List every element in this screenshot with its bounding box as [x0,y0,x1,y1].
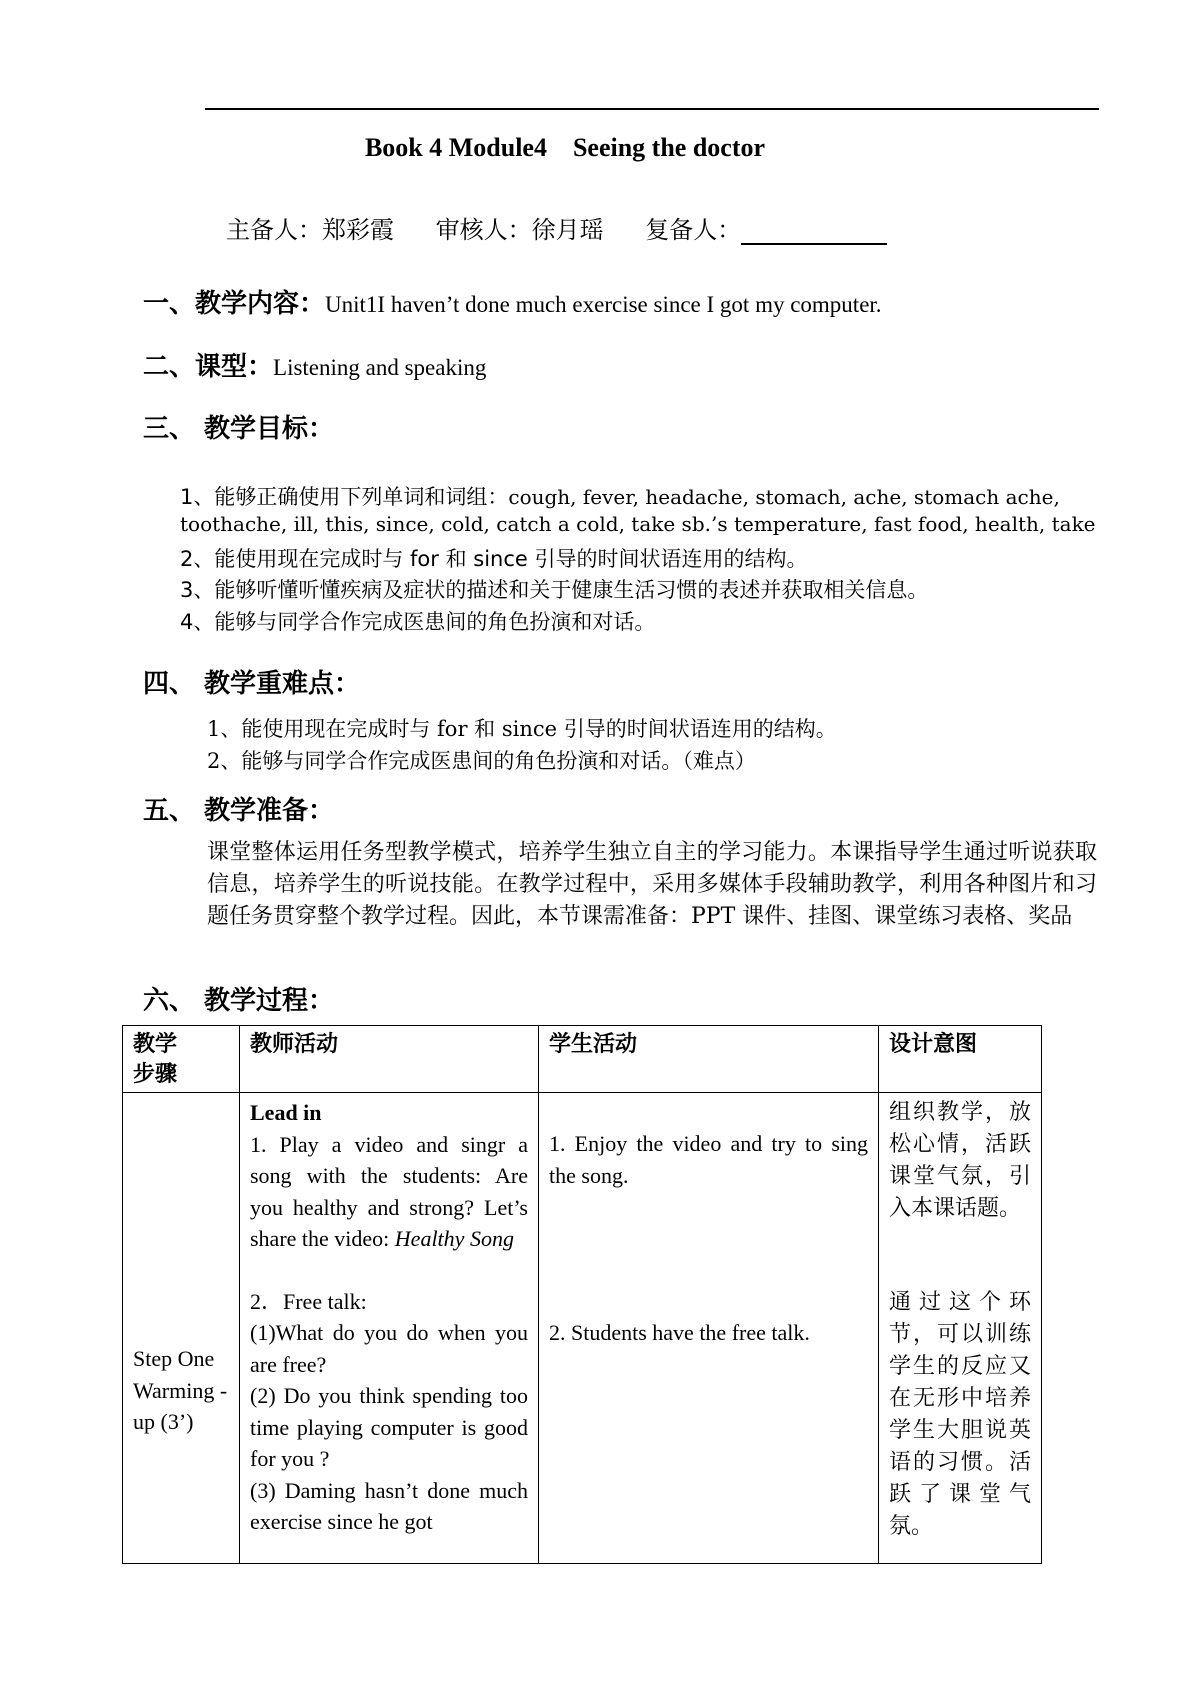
teacher-activity-cell [240,1093,539,1564]
section-content [143,283,882,320]
section-key-points [143,663,360,700]
document-title: Book 4 Module4 Seeing the doctor [364,133,766,162]
section-type-label: 二、课型： [143,352,274,382]
lead-in-heading: Lead in [250,1100,322,1125]
co-preparer: 复备人： [645,216,742,244]
preparation-text: 课堂整体运用任务型教学模式，培养学生独立自主的学习能力。本课指导学生通过听说获取信息，培养学生的听说技能。在教学过程中，采用多媒体手段辅助教学，利用各种图片和习题任务贯穿整个教学过程。因此，本节课需准备：PPT 课件、挂图、课堂练习表格、奖品 [207,840,1097,929]
teacher-step-1: 1. Play a video and singr a song with the students: Are you healthy and strong? Let’s share the video: Healthy Song [250,1131,528,1251]
lead-preparer: 主备人：郑彩霞 [226,216,394,244]
process-table [122,1025,1042,1564]
reviewer: 审核人：徐月瑶 [435,216,604,244]
top-rule [205,108,1099,110]
authors-line [226,210,887,245]
objective-en: cough, fever, headache, stomach, ache, stomach ache, [508,485,1060,509]
objective-item [180,481,1060,511]
section-content-label: 一、教学内容： [143,289,326,319]
objective-en: toothache, ill, this, since, cold, catch a cold, take sb.’s temperature, fast food, health, take [180,512,1096,536]
student-step-2: 2. Students have the free talk. [549,1320,810,1345]
section-preparation-label: 五、 教学准备： [143,796,335,826]
free-talk-question: (3) Daming hasn’t done much exercise since he got [250,1477,528,1534]
co-preparer-blank [741,221,887,245]
header-student: 学生活动 [539,1026,879,1093]
key-point-item: 1、能使用现在完成时与 for 和 since 引导的时间状语连用的结构。 [207,717,837,741]
objective-cn: 3、能够听懂听懂疾病及症状的描述和关于健康生活习惯的表述并获取相关信息。 [180,578,929,602]
free-talk-question: (1)What do you do when you are free? [250,1320,528,1377]
section-process-label: 六、 教学过程： [143,986,335,1016]
song-title: Healthy Song [394,1226,514,1251]
header-intent: 设计意图 [879,1026,1042,1093]
objective-cn: 4、能够与同学合作完成医患间的角色扮演和对话。 [180,610,656,634]
objective-item [180,606,655,636]
section-process [143,980,334,1017]
section-content-text: Unit1I haven’t done much exercise since I got my computer. [325,292,882,317]
teacher-step-2: 2．Free talk: [250,1288,367,1314]
section-type [143,346,486,383]
section-objectives-label: 三、 教学目标： [143,414,335,444]
table-row [123,1093,1042,1564]
intent-2: 通过这个环节，可以训练学生的反应又在无形中培养学生大胆说英语的习惯。活跃了课堂气氛。 [889,1290,1031,1539]
header-teacher: 教师活动 [240,1026,539,1093]
objective-item [180,574,928,604]
design-intent-cell [879,1093,1042,1564]
student-step-1: 1. Enjoy the video and try to sing the song. [549,1131,868,1188]
free-talk-question: (2) Do you think spending too time playing computer is good for you ? [250,1383,528,1471]
header-step: 教学步骤 [123,1026,240,1093]
table-header-row [123,1026,1042,1093]
section-key-points-label: 四、 教学重难点： [143,669,361,699]
student-activity-cell [539,1093,879,1564]
objective-cn: 2、能使用现在完成时与 for 和 since 引导的时间状语连用的结构。 [180,547,808,571]
section-preparation [143,790,334,827]
key-point-item: 2、能够与同学合作完成医患间的角色扮演和对话。（难点） [207,749,756,773]
objective-item [180,512,1096,536]
objective-item [180,543,808,573]
step-cell [123,1093,240,1564]
objective-cn: 1、能够正确使用下列单词和词组： [180,485,509,509]
intent-1: 组织教学，放松心情，活跃课堂气氛，引入本课话题。 [889,1100,1031,1221]
section-objectives [143,408,334,445]
step-label: Step One Warming -up (3’) [133,1346,228,1434]
section-type-text: Listening and speaking [273,355,487,380]
